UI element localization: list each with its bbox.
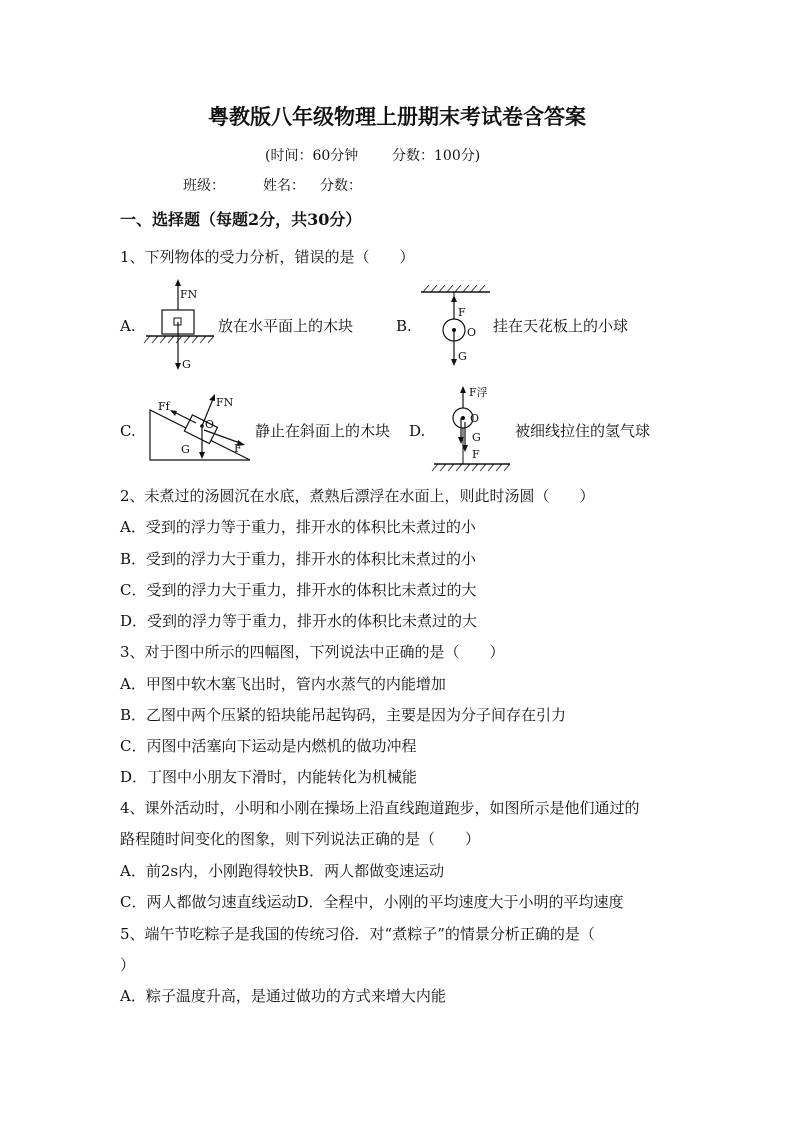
figure-ball-on-ceiling [418, 278, 493, 370]
option-b-letter: B. [396, 317, 412, 335]
force-label: F [234, 442, 242, 455]
center-label: O [205, 418, 215, 431]
section-heading: 一、选择题（每题2分，共30分） [120, 210, 362, 229]
option-d-letter: D. [409, 422, 426, 440]
figure-balloon-on-string [428, 382, 518, 472]
normal-force-label: FN [180, 288, 198, 301]
question-3-stem: 3、对于图中所示的四幅图，下列说法中正确的是（ ） [120, 643, 505, 661]
question-2-option-b: B．受到的浮力大于重力，排开水的体积比未煮过的小 [120, 550, 477, 568]
option-a-text: 放在水平面上的木块 [218, 317, 354, 335]
option-c-letter: C. [120, 422, 136, 440]
normal-force-label: FN [216, 396, 234, 409]
friction-label: Ff [158, 400, 170, 413]
question-3-option-a: A．甲图中软木塞飞出时，管内水蒸气的内能增加 [120, 675, 446, 693]
score-label: 分数： [320, 178, 362, 194]
time-info: (时间：60分钟 [265, 148, 359, 164]
gravity-label: G [182, 358, 191, 371]
question-2-option-d: D．受到的浮力等于重力，排开水的体积比未煮过的大 [120, 612, 478, 630]
question-4-stem-line1: 4、课外活动时，小明和小刚在操场上沿直线跑道跑步，如图所示是他们通过的 [120, 799, 640, 817]
question-2-stem: 2、未煮过的汤圆沉在水底，煮熟后漂浮在水面上，则此时汤圆（ ） [120, 487, 595, 505]
center-label: O [467, 326, 477, 339]
tension-label: F [458, 306, 466, 319]
question-4-options-cd: C．两人都做匀速直线运动D．全程中，小刚的平均速度大于小明的平均速度 [120, 893, 624, 911]
question-2-option-c: C．受到的浮力大于重力，排开水的体积比未煮过的大 [120, 581, 477, 599]
question-1-stem: 1、下列物体的受力分析，错误的是（ ） [120, 248, 415, 266]
tension-label: F [472, 448, 480, 461]
score-info: 分数：100分) [392, 148, 481, 164]
question-3-option-b: B．乙图中两个压紧的铅块能吊起钩码，主要是因为分子间存在引力 [120, 706, 567, 724]
page-title: 粤教版八年级物理上册期末考试卷含答案 [208, 104, 586, 129]
question-3-option-c: C．丙图中活塞向下运动是内燃机的做功冲程 [120, 737, 417, 755]
gravity-label: G [472, 431, 481, 444]
option-c-text: 静止在斜面上的木块 [255, 422, 391, 440]
question-3-option-d: D．丁图中小朋友下滑时，内能转化为机械能 [120, 768, 418, 786]
question-5-stem-line2: ） [120, 956, 136, 974]
question-5-stem-line1: 5、端午节吃粽子是我国的传统习俗．对“煮粽子”的情景分析正确的是（ [120, 925, 595, 943]
figure-block-on-incline [146, 388, 254, 464]
gravity-label: G [181, 443, 190, 456]
gravity-label: G [458, 350, 467, 363]
question-2-option-a: A．受到的浮力等于重力，排开水的体积比未煮过的小 [120, 518, 476, 536]
class-label: 班级： [183, 178, 225, 194]
option-d-text: 被细线拉住的氢气球 [515, 422, 651, 440]
option-b-text: 挂在天花板上的小球 [493, 317, 629, 335]
option-a-letter: A. [120, 317, 136, 335]
buoyancy-label: F浮 [469, 386, 488, 399]
question-5-option-a: A．粽子温度升高，是通过做功的方式来增大内能 [120, 987, 446, 1005]
name-label: 姓名： [263, 178, 305, 194]
question-4-stem-line2: 路程随时间变化的图象，则下列说法正确的是（ ） [120, 830, 481, 848]
figure-block-on-table [140, 276, 220, 374]
center-label: O [470, 412, 480, 425]
question-4-options-ab: A．前2s内，小刚跑得较快B．两人都做变速运动 [120, 862, 445, 880]
